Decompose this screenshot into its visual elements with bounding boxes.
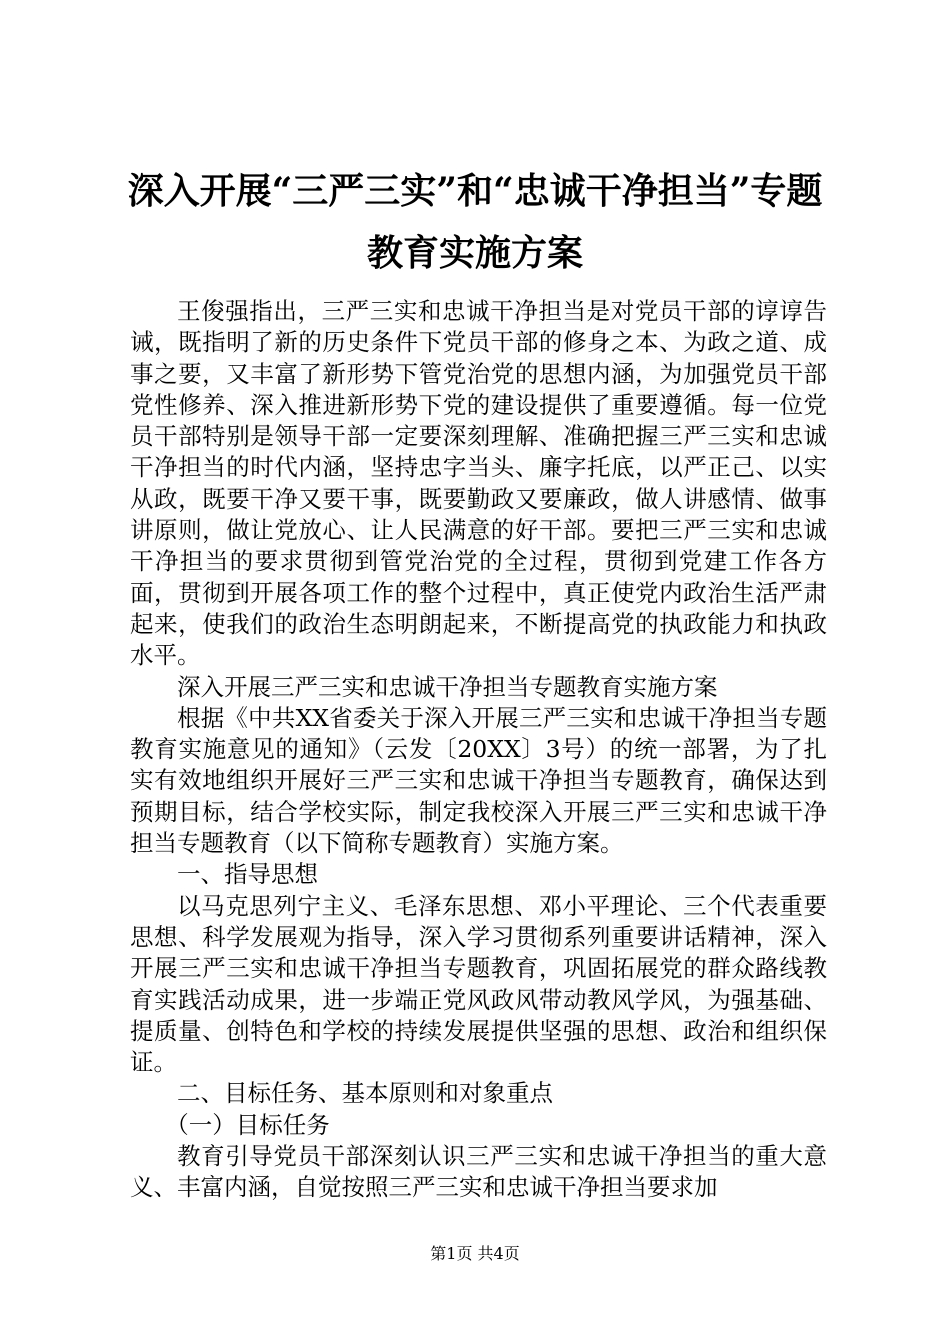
- paragraph-plan-heading: 深入开展三严三实和忠诚干净担当专题教育实施方案: [177, 672, 718, 701]
- paragraph-guiding-thought: 以马克思列宁主义、毛泽东思想、邓小平理论、三个代表重要思想、科学发展观为指导，深入学习贯彻系列重要讲话精神，深入开展三严三实和忠诚干净担当专题教育，巩固拓展党的群众路线教育实践活动成果，进一步端正党风政风带动教风学风，为强基础、提质量、创特色和学校的持续发展提供坚强的思想、政治和组织保证。: [130, 891, 827, 1077]
- paragraph-objectives: 教育引导党员干部深刻认识三严三实和忠诚干净担当的重大意义、丰富内涵，自觉按照三严三实和忠诚干净担当要求加: [130, 1142, 827, 1202]
- subsection-heading-objectives: （一）目标任务: [165, 1110, 330, 1139]
- section-heading-guiding-thought: 一、指导思想: [177, 860, 318, 889]
- paragraph-intro: 王俊强指出，三严三实和忠诚干净担当是对党员干部的谆谆告诫，既指明了新的历史条件下党员干部的修身之本、为政之道、成事之要，又丰富了新形势下管党治党的思想内涵，为加强党员干部党性修养、深入推进新形势下党的建设提供了重要遵循。每一位党员干部特别是领导干部一定要深刻理解、准确把握三严三实和忠诚干净担当的时代内涵，坚持忠字当头、廉字托底，以严正己、以实从政，既要干净又要干事，既要勤政又要廉政，做人讲感情、做事讲原则，做让党放心、让人民满意的好干部。要把三严三实和忠诚干净担当的要求贯彻到管党治党的全过程，贯彻到党建工作各方面，贯彻到开展各项工作的整个过程中，真正使党内政治生活严肃起来，使我们的政治生态明朗起来，不断提高党的执政能力和执政水平。: [130, 297, 827, 670]
- paragraph-basis: 根据《中共XX省委关于深入开展三严三实和忠诚干净担当专题教育实施意见的通知》（云发〔20XX〕3号）的统一部署，为了扎实有效地组织开展好三严三实和忠诚干净担当专题教育，确保达到预期目标，结合学校实际，制定我校深入开展三严三实和忠诚干净担当专题教育（以下简称专题教育）实施方案。: [130, 703, 827, 858]
- page-footer: 第1页 共4页: [430, 1244, 520, 1263]
- section-heading-objectives: 二、目标任务、基本原则和对象重点: [177, 1079, 553, 1108]
- document-title: 深入开展“三严三实”和“忠诚干净担当”专题教育实施方案: [127, 170, 823, 274]
- document-body: [130, 296, 827, 1204]
